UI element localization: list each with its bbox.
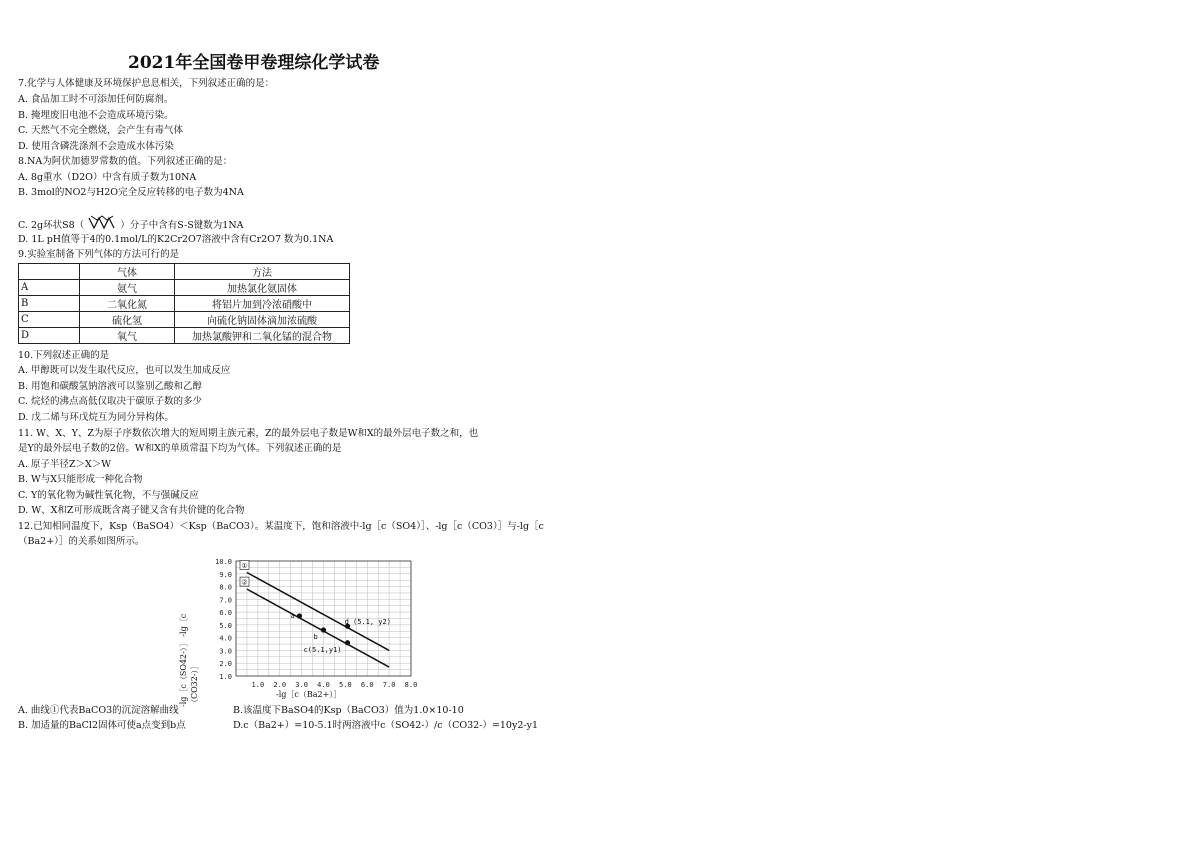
q10-option-a: A. 甲醇既可以发生取代反应，也可以发生加成反应 <box>18 365 231 376</box>
q12-stem-line2: （Ba2+）］的关系如图所示。 <box>18 536 145 547</box>
q8-option-d: D. 1L pH值等于4的0.1mol/L的K2Cr2O7溶液中含有Cr2O7 数为0.1NA <box>18 234 334 245</box>
q10-stem: 10.下列叙述正确的是 <box>18 350 110 361</box>
y-tick-label: 2.0 <box>219 660 232 669</box>
series-line <box>247 573 389 651</box>
q10-option-b: B. 用饱和碳酸氢钠溶液可以鉴别乙酸和乙醇 <box>18 381 203 392</box>
point-label: a <box>290 611 295 620</box>
q9-stem: 9.实验室制备下列气体的方法可行的是 <box>18 249 180 260</box>
x-tick-label: 2.0 <box>273 681 287 689</box>
table-header-cell <box>19 264 80 280</box>
table-cell: 加热氯化氨固体 <box>175 280 350 296</box>
q12-option-a: A. 曲线①代表BaCO3的沉淀溶解曲线 <box>18 705 179 716</box>
q12-option-c: B. 加适量的BaCl2固体可使a点变到b点 <box>18 720 186 731</box>
x-tick-label: 3.0 <box>295 681 308 689</box>
page-title: 2021年全国卷甲卷理综化学试卷 <box>128 53 380 73</box>
q8-option-c-part1: C. 2g环状S8（ <box>18 220 85 231</box>
q8-option-c <box>18 214 244 232</box>
series-line <box>247 589 389 667</box>
table-row <box>19 296 350 312</box>
q8-stem: 8.NA为阿伏加德罗常数的值。下列叙述正确的是： <box>18 156 233 167</box>
q10-option-d: D. 戊二烯与环戊烷互为同分异构体。 <box>18 412 174 423</box>
point-label: b <box>313 633 318 641</box>
q8-option-c-part2: ）分子中含有S-S键数为1NA <box>120 220 244 231</box>
table-cell: 加热氯酸钾和二氧化锰的混合物 <box>175 328 350 344</box>
table-cell: 二氧化氮 <box>80 296 175 312</box>
q11-stem-line2: 是Y的最外层电子数的2倍。W和X的单质常温下均为气体。下列叙述正确的是 <box>18 443 342 454</box>
q7-option-d: D. 使用含磷洗涤剂不会造成水体污染 <box>18 141 174 152</box>
q12-stem-line1: 12.已知相同温度下，Ksp（BaSO4）＜Ksp（BaCO3）。某温度下，饱和溶液中-lg［c（SO4）］、-lg［c（CO3）］与-lg［c <box>18 521 544 532</box>
y-tick-label: 7.0 <box>219 596 232 605</box>
q8-option-b: B. 3mol的NO2与H2O完全反应转移的电子数为4NA <box>18 187 244 198</box>
y-tick-label: 6.0 <box>219 609 232 618</box>
series-label: ② <box>241 578 248 587</box>
q11-option-a: A. 原子半径Z＞X＞W <box>18 459 112 470</box>
q11-option-b: B. W与X只能形成一种化合物 <box>18 474 143 485</box>
x-tick-label: 1.0 <box>251 681 265 689</box>
solubility-chart <box>166 553 426 707</box>
table-header-cell: 方法 <box>175 264 350 280</box>
s8-ring-structure-icon <box>87 214 117 232</box>
table-cell: 硫化氢 <box>80 312 175 328</box>
table-cell: 氨气 <box>80 280 175 296</box>
x-tick-label: 8.0 <box>404 681 418 689</box>
table-cell: A <box>19 280 80 296</box>
y-tick-label: 10.0 <box>215 558 232 566</box>
y-tick-label: 1.0 <box>219 673 232 681</box>
q8-option-a: A. 8g重水（D2O）中含有质子数为10NA <box>18 172 197 183</box>
table-cell: 向硫化钠固体滴加浓硫酸 <box>175 312 350 328</box>
data-point <box>321 627 326 632</box>
x-tick-label: 7.0 <box>382 681 396 689</box>
table-cell: B <box>19 296 80 312</box>
x-tick-label: 4.0 <box>317 681 330 689</box>
q11-option-c: C. Y的氧化物为碱性氧化物，不与强碱反应 <box>18 490 199 501</box>
table-cell: D <box>19 328 80 344</box>
y-tick-label: 3.0 <box>219 647 232 656</box>
table-header-cell: 气体 <box>80 264 175 280</box>
y-tick-label: 5.0 <box>219 621 232 630</box>
table-row <box>19 280 350 296</box>
table-row <box>19 328 350 344</box>
y-tick-label: 9.0 <box>219 570 232 579</box>
y-tick-label: 8.0 <box>219 583 232 592</box>
data-point <box>345 640 350 645</box>
table-row <box>19 312 350 328</box>
point-label: c(5.1,y1) <box>303 645 342 654</box>
q11-option-d: D. W、X和Z可形成既含离子键又含有共价键的化合物 <box>18 505 245 516</box>
q7-option-b: B. 掩埋废旧电池不会造成环境污染。 <box>18 110 174 121</box>
table-header-row <box>19 264 350 280</box>
q7-option-c: C. 天然气不完全燃烧，会产生有毒气体 <box>18 125 183 136</box>
x-tick-label: 6.0 <box>360 681 374 689</box>
series-label: ① <box>241 562 248 570</box>
y-tick-label: 4.0 <box>219 634 232 643</box>
table-cell: 氧气 <box>80 328 175 344</box>
gas-prep-table <box>18 263 350 344</box>
q12-option-d: D.c（Ba2+）=10-5.1时两溶液中c（SO42-）/c（CO32-）=10y2-y1 <box>233 720 539 731</box>
table-cell: 将铝片加到冷浓硝酸中 <box>175 296 350 312</box>
q7-stem: 7.化学与人体健康及环境保护息息相关，下列叙述正确的是： <box>18 78 275 89</box>
q10-option-c: C. 烷烃的沸点高低仅取决于碳原子数的多少 <box>18 396 202 407</box>
chart-svg <box>166 553 426 703</box>
x-axis-label: -lg［c（Ba2+）］ <box>276 690 342 699</box>
y-axis-label: -lg［c（SO42-）］ -lg［c（CO32-）］ <box>179 613 199 707</box>
q12-option-b: B.该温度下BaSO4的Ksp（BaCO3）值为1.0×10-10 <box>233 705 464 716</box>
x-tick-label: 5.0 <box>339 681 352 689</box>
data-point <box>297 613 302 618</box>
q11-stem-line1: 11. W、X、Y、Z为原子序数依次增大的短周期主族元素，Z的最外层电子数是W和X的最外层电子数之和，也 <box>18 428 479 439</box>
point-label: d (5.1, y2) <box>344 618 391 627</box>
q7-option-a: A. 食品加工时不可添加任何防腐剂。 <box>18 94 174 105</box>
table-cell: C <box>19 312 80 328</box>
